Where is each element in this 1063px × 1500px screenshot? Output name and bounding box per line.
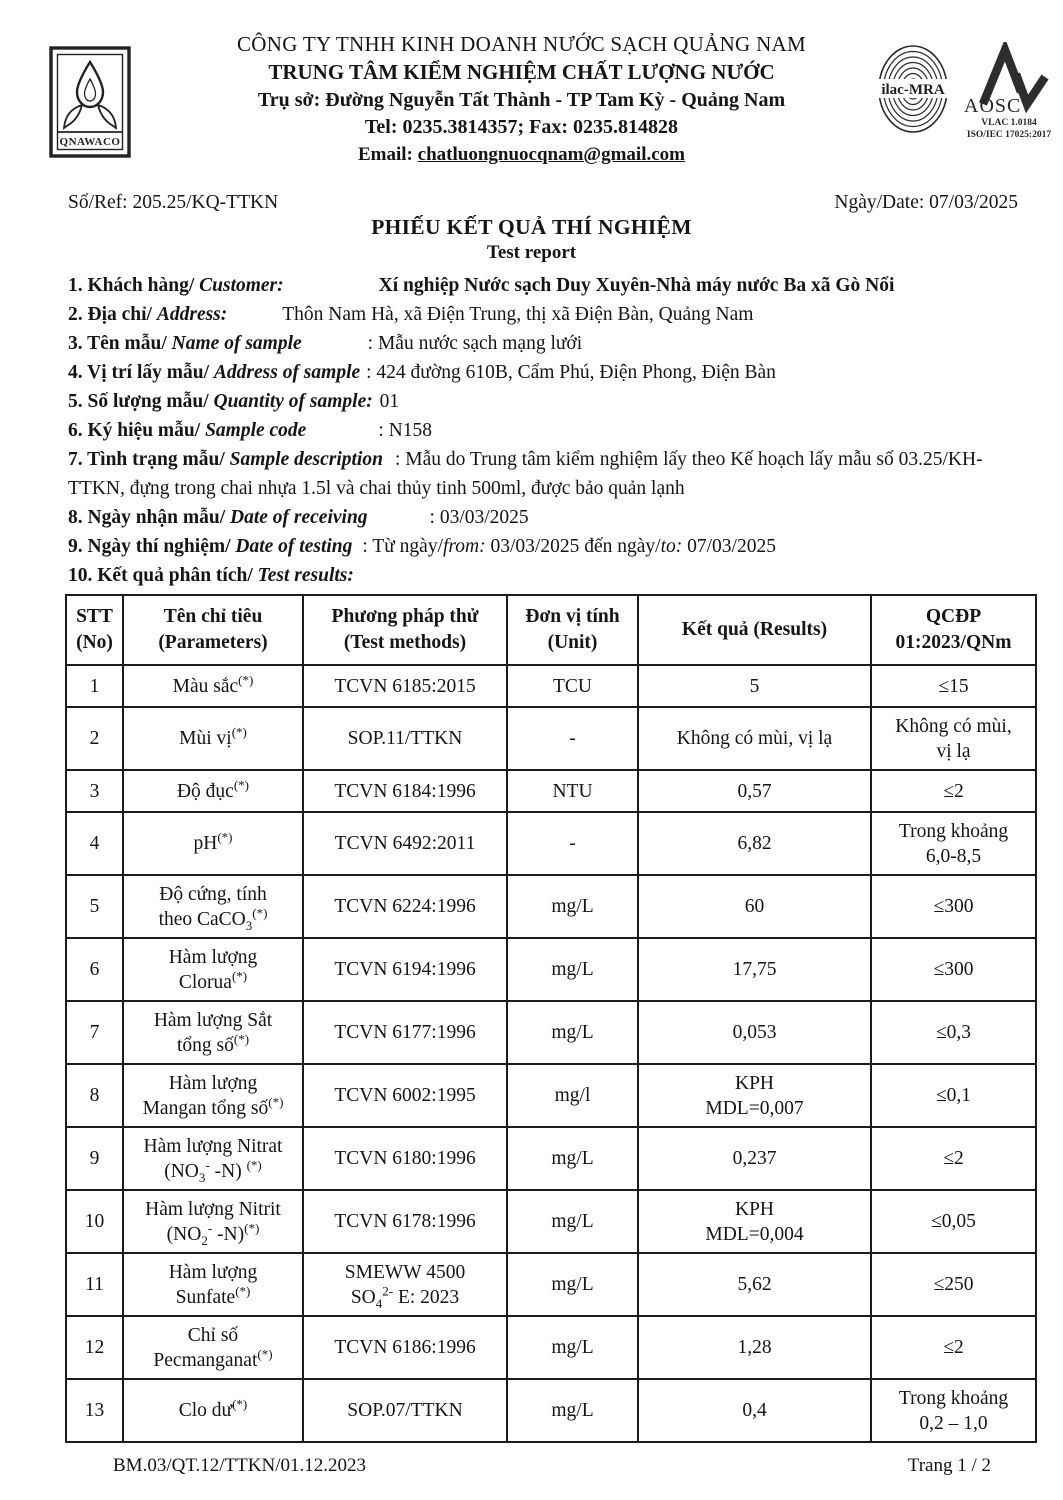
cell-test-method: SOP.11/TTKN [303,707,507,770]
cell-parameter: Hàm lượng Mangan tổng số(*) [123,1064,303,1127]
cell-limit: ≤0,3 [871,1001,1036,1064]
cell-result: 0,053 [638,1001,871,1064]
table-header [66,595,1036,665]
center-name: TRUNG TÂM KIỂM NGHIỆM CHẤT LƯỢNG NƯỚC [268,60,775,84]
report-info-item [68,358,1037,387]
cell-test-method: TCVN 6492:2011 [303,812,507,875]
item-value: : 424 đường 610B, Cẩm Phú, Điện Phong, Điện Bàn [366,362,776,383]
cell-unit: - [507,812,638,875]
cell-test-method: TCVN 6178:1996 [303,1190,507,1253]
item-value: 01 [374,391,400,412]
cell-parameter: Clo dư(*) [123,1379,303,1442]
cell-result: 0,57 [638,770,871,812]
item-label-vi: 5. Số lượng mẫu/ [68,391,214,412]
cell-parameter: Hàm lượng Nitrat ($NO_3^-$ -N) (*) [123,1127,303,1190]
cell-test-method: TCVN 6177:1996 [303,1001,507,1064]
cell-limit: Trong khoảng 6,0-8,5 [871,812,1036,875]
item-label-vi: 7. Tình trạng mẫu/ [68,449,230,470]
item-label-en: Name of sample [171,333,302,354]
email-line [165,144,878,166]
cell-stt: 5 [66,875,123,938]
cell-result: 60 [638,875,871,938]
cell-unit: NTU [507,770,638,812]
cell-result: 6,82 [638,812,871,875]
cell-unit: mg/L [507,938,638,1001]
cell-parameter: Độ cứng, tính theo CaCO$_3$(*) [123,875,303,938]
item-label-en: Customer: [199,275,284,296]
cell-result: 5,62 [638,1253,871,1316]
water-drop-hands-icon [49,46,131,158]
report-info-item [68,503,1037,532]
cell-stt: 4 [66,812,123,875]
column-header-param: Tên chỉ tiêu (Parameters) [123,595,303,665]
report-title-en: Test report [486,242,577,263]
cell-stt: 2 [66,707,123,770]
cell-test-method: TCVN 6194:1996 [303,938,507,1001]
cell-parameter: Hàm lượng Nitrit ($NO_2^-$ -N)(*) [123,1190,303,1253]
table-body [66,665,1036,1442]
table-row [66,1253,1036,1316]
address-line: Trụ sở: Đường Nguyễn Tất Thành - TP Tam Kỳ - Quảng Nam [257,89,786,111]
tel-fax-line: Tel: 0235.3814357; Fax: 0235.814828 [364,116,679,138]
table-row [66,812,1036,875]
cell-test-method: TCVN 6186:1996 [303,1316,507,1379]
cell-stt: 8 [66,1064,123,1127]
cell-unit: mg/L [507,1190,638,1253]
item-value: : Từ ngày/from: 03/03/2025 đến ngày/to: 07/03/2025 [362,536,776,557]
item-value: : N158 [378,420,432,441]
cell-unit: mg/L [507,1001,638,1064]
form-code: BM.03/QT.12/TTKN/01.12.2023 [113,1455,366,1476]
cell-limit: ≤15 [871,665,1036,707]
cell-stt: 3 [66,770,123,812]
qnawaco-logo-label: QNAWACO [59,136,121,148]
cell-result: 0,4 [638,1379,871,1442]
meta-row [68,192,1018,214]
item-label-en: Date of testing [235,536,353,557]
report-info-item [68,416,1037,445]
table-row [66,665,1036,707]
item-label-en: Address of sample [213,362,361,383]
page-footer [113,1455,991,1477]
report-title-vi: PHIẾU KẾT QUẢ THÍ NGHIỆM [371,215,692,239]
cell-result: 5 [638,665,871,707]
cell-unit: mg/l [507,1064,638,1127]
report-info-item [68,387,1037,416]
iso-standard-label: ISO/IEC 17025:2017 [966,130,1051,140]
cell-stt: 7 [66,1001,123,1064]
table-row [66,770,1036,812]
cell-parameter: Hàm lượng Sunfate(*) [123,1253,303,1316]
cell-stt: 11 [66,1253,123,1316]
table-row [66,875,1036,938]
item-value: Xí nghiệp Nước sạch Duy Xuyên-Nhà máy nước Ba xã Gò Nổi [378,275,895,296]
item-label-en: Date of receiving [230,507,368,528]
cell-stt: 12 [66,1316,123,1379]
cell-limit: ≤300 [871,938,1036,1001]
cell-test-method: SMEWW 4500 $SO_4^{2-}$ E: 2023 [303,1253,507,1316]
label-value-gap [284,290,379,291]
company-name: CÔNG TY TNHH KINH DOANH NƯỚC SẠCH QUẢNG NAM [237,32,806,56]
table-row [66,1064,1036,1127]
item-label-vi: 4. Vị trí lấy mẫu/ [68,362,214,383]
cell-stt: 13 [66,1379,123,1442]
cell-unit: mg/L [507,1316,638,1379]
aosc-icon [963,42,1051,152]
cell-test-method: SOP.07/TTKN [303,1379,507,1442]
cell-parameter: Hàm lượng Sắt tổng số(*) [123,1001,303,1064]
cell-limit: Trong khoảng 0,2 – 1,0 [871,1379,1036,1442]
cell-limit: ≤250 [871,1253,1036,1316]
table-row [66,1316,1036,1379]
cell-unit: - [507,707,638,770]
item-label-vi: 1. Khách hàng/ [68,275,200,296]
report-info-list [68,271,1037,590]
cell-result: Không có mùi, vị lạ [638,707,871,770]
item-label-en: Quantity of sample: [213,391,373,412]
label-value-gap [368,522,430,523]
item-label-vi: 9. Ngày thí nghiệm/ [68,536,236,557]
cell-limit: Không có mùi, vị lạ [871,707,1036,770]
report-info-item [68,329,1037,358]
column-header-limit: QCĐP 01:2023/QNm [871,595,1036,665]
label-value-gap [306,435,378,436]
cell-unit: mg/L [507,1253,638,1316]
cell-stt: 10 [66,1190,123,1253]
email-address: chatluongnuocqnam@gmail.com [417,144,685,165]
cell-limit: ≤2 [871,1316,1036,1379]
column-header-method: Phương pháp thử (Test methods) [303,595,507,665]
cell-limit: ≤0,1 [871,1064,1036,1127]
item-value: : Mẫu do Trung tâm kiểm nghiệm lấy theo Kế hoạch lấy mẫu số 03.25/KH-TTKN, đựng trong chai nhựa 1.5l và chai thủy tinh 500ml, được bảo quản lạnh [68,449,983,499]
item-label-en: Sample description [229,449,383,470]
cell-limit: ≤2 [871,1127,1036,1190]
cell-parameter: Hàm lượng Clorua(*) [123,938,303,1001]
table-row [66,707,1036,770]
cell-unit: mg/L [507,1379,638,1442]
cell-parameter: pH(*) [123,812,303,875]
cell-stt: 6 [66,938,123,1001]
cell-stt: 9 [66,1127,123,1190]
label-value-gap [352,551,362,552]
table-row [66,938,1036,1001]
cell-unit: mg/L [507,1127,638,1190]
cell-test-method: TCVN 6002:1995 [303,1064,507,1127]
test-results-table [65,594,1037,1443]
cell-result: KPH MDL=0,004 [638,1190,871,1253]
item-label-vi: 8. Ngày nhận mẫu/ [68,507,230,528]
label-value-gap [383,464,395,465]
aosc-label: AOSC [964,95,1022,117]
label-value-gap [302,348,368,349]
cell-result: KPH MDL=0,007 [638,1064,871,1127]
item-label-en: Sample code [205,420,307,441]
table-row [66,1001,1036,1064]
cell-test-method: TCVN 6185:2015 [303,665,507,707]
report-info-item [68,300,1037,329]
report-info-item [68,561,1037,590]
letterhead [165,32,878,166]
document-ref: Số/Ref: 205.25/KQ-TTKN [68,192,279,213]
column-header-result: Kết quả (Results) [638,595,871,665]
vlac-code-label: VLAC 1.0184 [981,118,1037,128]
item-value: Thôn Nam Hà, xã Điện Trung, thị xã Điện Bàn, Quảng Nam [282,304,754,325]
table-header-row [66,595,1036,665]
cell-result: 0,237 [638,1127,871,1190]
column-header-unit: Đơn vị tính (Unit) [507,595,638,665]
table-row [66,1379,1036,1442]
document-date: Ngày/Date: 07/03/2025 [834,192,1018,213]
item-label-en: Address: [156,304,228,325]
cell-limit: ≤2 [871,770,1036,812]
cell-stt: 1 [66,665,123,707]
item-label-vi: 2. Địa chỉ/ [68,304,157,325]
accreditation-logos [875,42,1051,152]
item-value: : Mẫu nước sạch mạng lưới [367,333,583,354]
report-info-item [68,532,1037,561]
document-header [0,0,1063,188]
column-header-stt: STT (No) [66,595,123,665]
table-row [66,1190,1036,1253]
cell-unit: mg/L [507,875,638,938]
item-label-en: Test results: [257,565,354,586]
cell-result: 17,75 [638,938,871,1001]
report-info-item [68,271,1037,300]
cell-parameter: Mùi vị(*) [123,707,303,770]
cell-result: 1,28 [638,1316,871,1379]
cell-test-method: TCVN 6180:1996 [303,1127,507,1190]
cell-limit: ≤300 [871,875,1036,938]
table-row [66,1127,1036,1190]
qnawaco-logo [49,46,131,163]
report-info-item [68,445,1037,503]
label-value-gap [227,319,282,320]
item-label-vi: 10. Kết quả phân tích/ [68,565,258,586]
cell-parameter: Độ đục(*) [123,770,303,812]
cell-parameter: Chỉ số Pecmanganat(*) [123,1316,303,1379]
cell-limit: ≤0,05 [871,1190,1036,1253]
cell-parameter: Màu sắc(*) [123,665,303,707]
ilac-mra-label: ilac-MRA [881,82,945,98]
cell-unit: TCU [507,665,638,707]
email-label: Email: [358,144,413,165]
cell-test-method: TCVN 6184:1996 [303,770,507,812]
item-label-vi: 6. Ký hiệu mẫu/ [68,420,206,441]
ilac-mra-icon [875,42,951,136]
page-number: Trang 1 / 2 [907,1455,991,1476]
cell-test-method: TCVN 6224:1996 [303,875,507,938]
item-value: : 03/03/2025 [429,507,529,528]
item-label-vi: 3. Tên mẫu/ [68,333,172,354]
